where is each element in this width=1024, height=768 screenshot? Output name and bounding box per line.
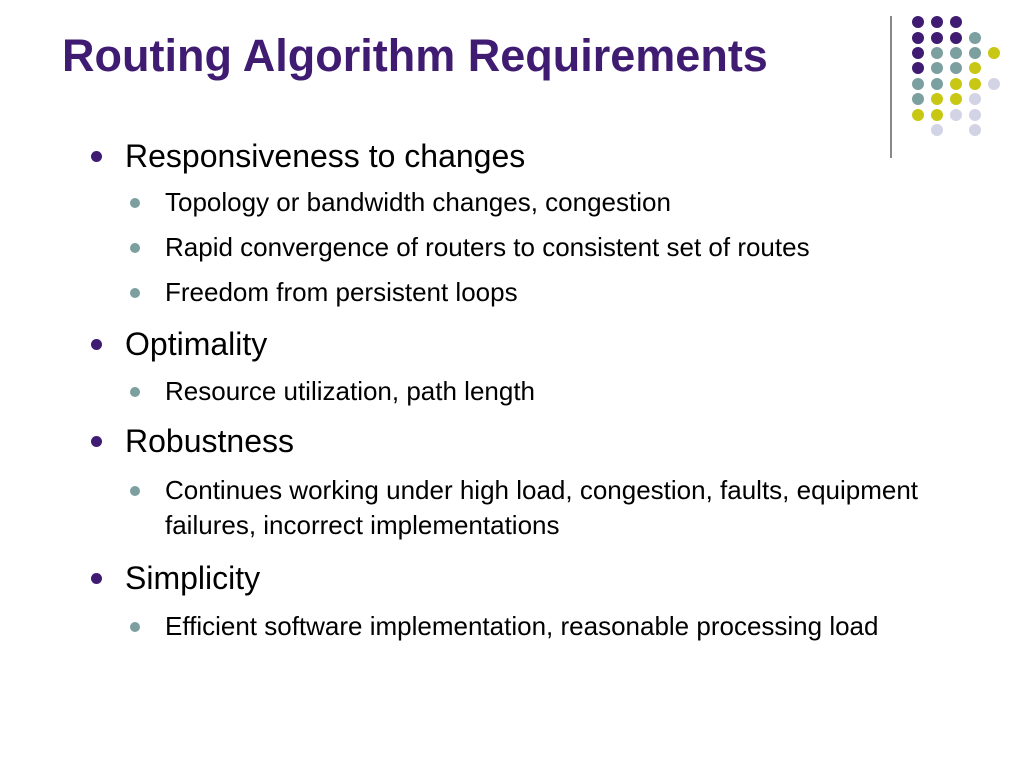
- level2-bullet: Efficient software implementation, reasonable processing load: [165, 611, 879, 641]
- level2-bullet-marker: [130, 486, 140, 496]
- level2-bullet-marker: [130, 288, 140, 298]
- level2-bullet: Topology or bandwidth changes, congestion: [165, 187, 671, 217]
- level1-bullet-marker: [91, 436, 102, 447]
- level1-bullet: Optimality: [125, 326, 268, 362]
- level2-bullet: Freedom from persistent loops: [165, 277, 518, 307]
- level2-bullet: Resource utilization, path length: [165, 376, 536, 406]
- level2-bullet-marker: [130, 198, 140, 208]
- level2-bullet: Rapid convergence of routers to consistent set of routes: [165, 232, 810, 262]
- slide-title: Routing Algorithm Requirements: [62, 30, 768, 81]
- level1-bullet-marker: [91, 151, 102, 162]
- level1-bullet-marker: [91, 573, 102, 584]
- level2-bullet: Continues working under high load, congestion, faults, equipment failures, incorrect implementations: [165, 475, 919, 540]
- level1-bullet: Simplicity: [125, 560, 261, 596]
- level2-bullet-marker: [130, 622, 140, 632]
- level2-bullet-marker: [130, 243, 140, 253]
- level1-bullet: Robustness: [125, 423, 294, 459]
- level1-bullet-marker: [91, 339, 102, 350]
- level1-bullet: Responsiveness to changes: [125, 138, 526, 174]
- level2-bullet-marker: [130, 387, 140, 397]
